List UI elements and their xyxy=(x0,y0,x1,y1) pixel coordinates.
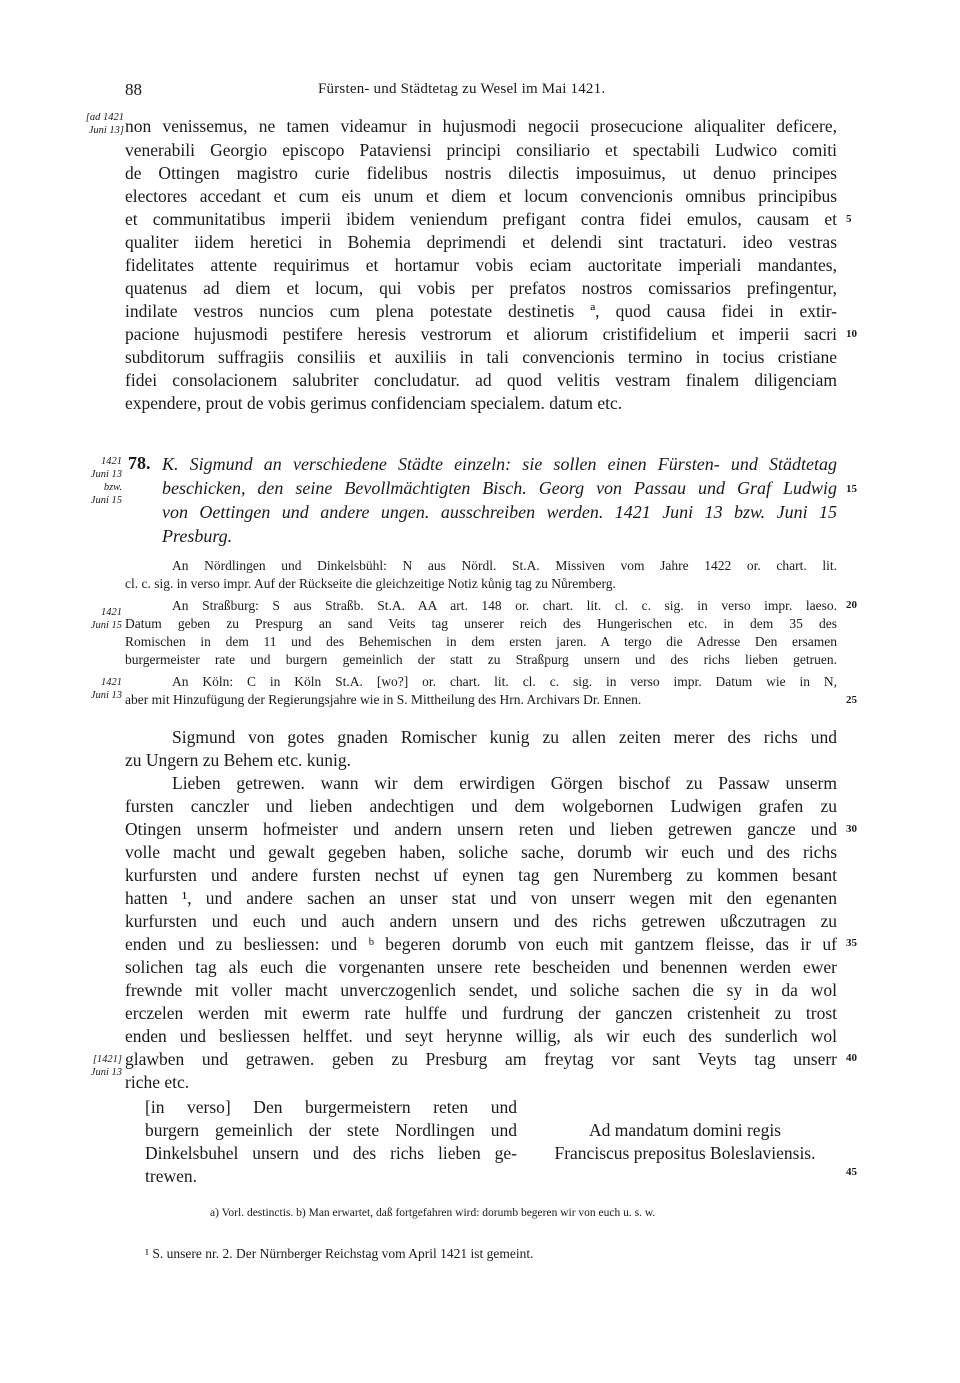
source-line: burgermeister rate und burgern gemeinlich der statt zu Straßpurg unsern und des richs lieben getruen. xyxy=(125,652,837,667)
line-number: 15 xyxy=(846,483,857,495)
margin-date-line: bzw. xyxy=(103,482,122,493)
margin-date-note xyxy=(60,606,122,632)
document-heading-line: K. Sigmund an verschiedene Städte einzeln: sie sollen einen Fürsten- und Städtetag xyxy=(162,454,837,474)
margin-date-line: 1421 xyxy=(101,607,122,618)
margin-date-line: 1421 xyxy=(101,677,122,688)
document-heading-line: Presburg. xyxy=(162,526,233,546)
text-line: zu Ungern zu Behem etc. kunig. xyxy=(125,750,351,770)
line-number: 45 xyxy=(846,1166,857,1178)
text-line: de Ottingen magistro curie fidelibus nostris dilectis imposuimus, ut denuo principes xyxy=(125,163,837,183)
text-line: Lieben getrewen. wann wir dem erwirdigen Görgen bischof zu Passaw unserm xyxy=(172,773,837,793)
margin-date-line: Juni 13 xyxy=(90,690,122,701)
text-line: expendere, prout de vobis gerimus confidenciam specialem. datum etc. xyxy=(125,393,623,413)
text-line: volle macht und gewalt gegeben haben, soliche sache, dorumb wir euch und des richs xyxy=(125,842,837,862)
margin-date-note xyxy=(60,1053,122,1079)
running-title: Fürsten- und Städtetag zu Wesel im Mai 1421. xyxy=(318,81,606,97)
line-number: 5 xyxy=(846,213,852,225)
source-line: aber mit Hinzufügung der Regierungsjahre wie in S. Mittheilung des Hrn. Archivars Dr. Ennen. xyxy=(125,692,642,707)
text-line: indilate vestros nuncios cum plena potestate destinetis ª, quod causa fidei in extir- xyxy=(125,301,837,321)
margin-date-note xyxy=(60,455,122,507)
line-number: 20 xyxy=(846,599,857,611)
line-number: 40 xyxy=(846,1052,857,1064)
text-line: riche etc. xyxy=(125,1072,190,1092)
text-line: qualiter iidem heretici in Bohemia deprimendi et delendi sint tractaturi. ideo vestras xyxy=(125,232,837,252)
margin-date-note xyxy=(60,111,124,137)
text-line: Otingen unserm hofmeister und andern unsern reten und lieben getrewen gancze und xyxy=(125,819,837,839)
line-number: 30 xyxy=(846,823,857,835)
margin-date-line: Juni 13] xyxy=(88,125,124,136)
text-line: fidelitates attente requirimus et hortamur vobis eciam auctoritate imperiali mandantes, xyxy=(125,255,837,275)
source-line: cl. c. sig. in verso impr. Auf der Rückseite die gleichzeitige Notiz kůnig tag zu Nůremberg. xyxy=(125,576,616,591)
source-line: An Straßburg: S aus Straßb. St.A. AA art. 148 or. chart. lit. cl. c. sig. in verso impr. laeso. xyxy=(172,598,837,613)
page-number: 88 xyxy=(125,80,142,99)
text-line: venerabili Georgio episcopo Pataviensi principi consiliario et spectabili Ludwico comiti xyxy=(125,140,837,160)
textual-footnotes: a) Vorl. destinctis. b) Man erwartet, daß fortgefahren wird: dorumb begeren wir von euch u. s. w. xyxy=(210,1207,656,1219)
text-line: enden und besliessen helffet. und seyt herynne willig, als wir euch des sunderlich wol xyxy=(125,1026,837,1046)
text-line: non venissemus, ne tamen videamur in hujusmodi negocii prosecucione aliqualiter deficere, xyxy=(125,116,837,136)
line-number: 35 xyxy=(846,937,857,949)
text-line: pacione hujusmodi pestifere heresis vestrorum et aliorum cristifidelium et imperii sacri xyxy=(125,324,837,344)
margin-date-line: 1421 xyxy=(101,456,122,467)
source-line: Romischen in dem 11 und des Behemischen in dem ersten jaren. A tergo die Adresse Den ersamen xyxy=(125,634,837,649)
text-line: glawben und getrawen. geben zu Presburg am freytag vor sant Veyts tag unserr xyxy=(125,1049,837,1069)
margin-date-line: Juni 13 xyxy=(90,1067,122,1078)
text-line: erczelen werden mit ewerm rate hulffe und furdrung der ganczen cristenheit zu trost xyxy=(125,1003,837,1023)
text-line: hatten ¹, und andere sachen an unser stat und von unserr wegen mit den egenanten xyxy=(125,888,837,908)
margin-date-line: Juni 15 xyxy=(90,495,122,506)
text-line: solichen tag als euch die vorgenanten unsere rete bescheiden und benennen werden ewer xyxy=(125,957,837,977)
margin-date-line: Juni 13 xyxy=(90,469,122,480)
text-line: fidei consolacionem salubriter concludatur. ad quod velitis vestram finalem diligenciam xyxy=(125,370,837,390)
text-line: quatenus ad diem et locum, qui vobis per prefatos nostros comissarios prefingentur, xyxy=(125,278,837,298)
margin-date-line: [ad 1421 xyxy=(85,112,124,123)
document-heading-line: von Oettingen und andere ungen. ausschreiben werden. 1421 Juni 13 bzw. Juni 15 xyxy=(162,502,837,522)
source-line: An Köln: C in Köln St.A. [wo?] or. chart. lit. cl. c. sig. in verso impr. Datum wie in N, xyxy=(172,674,837,689)
document-number: 78. xyxy=(128,453,151,473)
text-line: fursten canczler und lieben andechtigen und dem wolgebornen Ludwigen grafen zu xyxy=(125,796,837,816)
text-line: frewnde mit voller macht unverczogenlich sendet, und soliche sachen die sy in da wol xyxy=(125,980,837,1000)
address-line: burgern gemeinlich der stete Nordlingen und xyxy=(145,1120,517,1140)
line-number: 10 xyxy=(846,328,857,340)
address-line: Dinkelsbuhel unsern und des richs lieben ge- xyxy=(145,1143,517,1163)
source-line: Datum geben zu Prespurg an sand Veits tag unserer reich des Hungerischen etc. in dem 35 des xyxy=(125,616,837,631)
text-line: et communitatibus imperii ibidem veniendum prefigant contra fidei emulos, causam et xyxy=(125,209,837,229)
content-footnote: ¹ S. unsere nr. 2. Der Nürnberger Reichstag vom April 1421 ist gemeint. xyxy=(145,1246,534,1261)
text-line: subditorum suffragiis consiliis et auxiliis in tali convencionis termino in tocius cristiane xyxy=(125,347,837,367)
margin-date-line: [1421] xyxy=(92,1054,122,1065)
text-line: Sigmund von gotes gnaden Romischer kunig zu allen zeiten merer des richs und xyxy=(172,727,837,747)
text-line: kurfursten und euch und auch andern unsern und des richs getrewen ußczutragen zu xyxy=(125,911,837,931)
source-line: An Nördlingen und Dinkelsbühl: N aus Nördl. St.A. Missiven vom Jahre 1422 or. chart. lit. xyxy=(172,558,837,573)
margin-date-line: Juni 15 xyxy=(90,620,122,631)
text-line: enden und zu besliessen: und ᵇ begeren dorumb von euch mit gantzem fleisse, das ir uf xyxy=(125,934,837,954)
margin-date-note xyxy=(60,676,122,702)
mandate-line: Ad mandatum domini regis xyxy=(589,1120,781,1140)
text-line: kurfursten und andere fursten nechst uf eynen tag gen Nuremberg zu kommen besant xyxy=(125,865,837,885)
line-number: 25 xyxy=(846,694,857,706)
address-line: [in verso] Den burgermeistern reten und xyxy=(145,1097,517,1117)
address-line: trewen. xyxy=(145,1166,197,1186)
mandate-line: Franciscus prepositus Boleslaviensis. xyxy=(554,1143,816,1163)
text-line: electores accedant et cum eis unum et diem et locum convencionis omnibus principibus xyxy=(125,186,837,206)
document-heading-line: beschicken, den seine Bevollmächtigten Bisch. Georg von Passau und Graf Ludwig xyxy=(162,478,837,498)
